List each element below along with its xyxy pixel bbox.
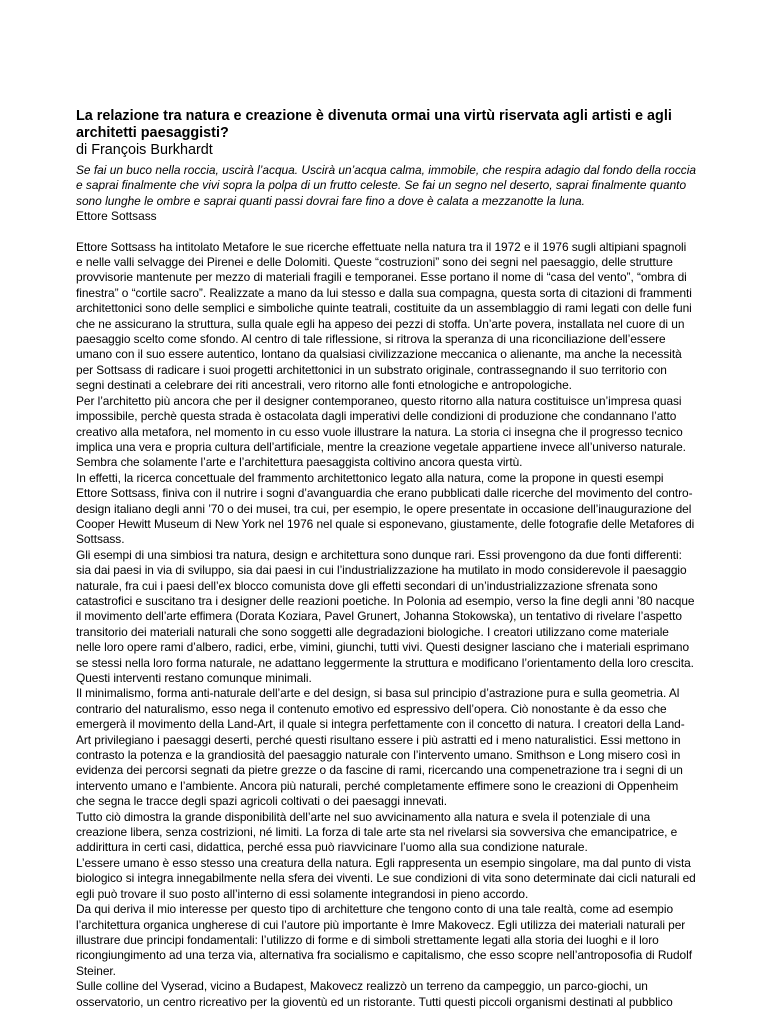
epigraph-quote: Se fai un buco nella roccia, uscirà l’acqua. Uscirà un’acqua calma, immobile, che respira adagio dal fondo della roccia e saprai finalmente che vivi sopra la polpa di un frutto celeste. Se fai un segno nel deserto, saprai finalmente quanto sono lunghe le ombre e saprai quanti passi dovrai fare fino a dove è calata a mezzanotte la luna. xyxy=(76,163,696,208)
paragraph: In effetti, la ricerca concettuale del frammento architettonico legato alla natura, come la propone in questi esempi Ettore Sottsass, finiva con il nutrire i sogni d’avanguardia che erano pubblicati dalle ricerche del movimento del contro-design italiano degli anni ’70 o dei musei, tra cui, per esempio, le opere presentate in occasione dell’inaugurazione del Cooper Hewitt Museum di New York nel 1976 nel quale si esponevano, giustamente, delle fotografie delle Metafores di Sottsass. xyxy=(76,470,695,547)
paragraph: Tutto ciò dimostra la grande disponibilità dell’arte nel suo avvicinamento alla natura e svela il potenziale di una creazione libera, senza costrizioni, né limiti. La forza di tale arte sta nel rivelarsi sia sovversiva che emancipatrice, e addirittura in certi casi, didattica, perché essa può riavvicinare l’uomo alla sua condizione naturale. xyxy=(76,809,678,855)
article-body xyxy=(76,240,696,1010)
article-title: La relazione tra natura e creazione è divenuta ormai una virtù riservata agli artisti e agli architetti paesaggisti? xyxy=(76,108,672,141)
paragraph: L’essere umano è esso stesso una creatura della natura. Egli rappresenta un esempio singolare, ma dal punto di vista biologico si integra innegabilmente nella sfera dei viventi. Le sue condizioni di vita sono determinate dai cicli naturali ed egli può trovare il suo posto all’interno di essi solamente integrandosi in pieno accordo. xyxy=(76,855,696,901)
paragraph: Sulle colline del Vyserad, vicino a Budapest, Makovecz realizzò un terreno da campeggio, un parco-giochi, un osservatorio, un centro ricreativo per la gioventù ed un ristorante. Tutti questi piccoli organismi destinati al pubblico xyxy=(76,979,673,1009)
epigraph-author: Ettore Sottsass xyxy=(76,209,157,224)
article-author: di François Burkhardt xyxy=(76,142,213,158)
paragraph: Il minimalismo, forma anti-naturale dell’arte e del design, si basa sul principio d’astrazione pura e sulla geometria. Al contrario del naturalismo, esso nega il contenuto emotivo ed espressivo dell’opera. Ciò nonostante è da esso che emergerà il movimento della Land-Art, il quale si integra perfettamente con il concetto di natura. I creatori della Land-Art privilegiano i paesaggi deserti, perché questi risultano essere i più astratti ed i meno naturalistici. Essi mettono in contrasto la potenza e la grandiosità del paesaggio naturale con l’intervento umano. Smithson e Long misero così in evidenza dei percorsi segnati da pietre grezze o da fascine di rami, ricercando una compenetrazione tra i segni di un intervento umano e l’ambiente. Ancora più naturali, perché completamente effimere sono le creazioni di Oppenheim che segna le tracce degli spazi agricoli coltivati o dei paesaggi innevati. xyxy=(76,686,685,809)
article xyxy=(76,108,696,1010)
paragraph: Ettore Sottsass ha intitolato Metafore le sue ricerche effettuate nella natura tra il 1972 e il 1976 sugli altipiani spagnoli e nelle valli selvagge dei Pirenei e delle Dolomiti. Queste “costruzioni” sono dei segni nel paesaggio, delle strutture provvisorie mantenute per mezzo di materiali fragili e temporanei. Esse portano il nome di “casa del vento”, “ombra di finestra” o “cortile sacro”. Realizzate a mano da lui stesso e dalla sua compagna, questa sorta di citazioni di frammenti architettonici sono delle semplici e simboliche quinte teatrali, costituite da un assemblaggio di rami legati con delle funi che ne assicurano la struttura, sulla quale egli ha appeso dei pezzi di stoffa. Un’arte povera, installata nel cuore di un paesaggio scelto come sfondo. Al centro di tale riflessione, si ritrova la speranza di una riconciliazione dell’essere umano con il suo essere autentico, lontano da qualsiasi civilizzazione meccanica o alienante, ma anche la necessità per Sottsass di radicare i suoi progetti architettonici in un substrato originale, contrassegnando il suo territorio con segni destinati a celebrare dei riti ancestrali, vero ritorno alle fonti etnologiche e antropologiche. xyxy=(76,239,692,393)
paragraph: Gli esempi di una simbiosi tra natura, design e architettura sono dunque rari. Essi provengono da due fonti differenti: sia dai paesi in via di sviluppo, sia dai paesi in cui l’industrializzazione ha mutilato in modo considerevole il paesaggio naturale, fra cui i paesi dell’ex blocco comunista dove gli effetti secondari di un’industrializzazione sfrenata sono catastrofici e suscitano tra i designer delle reazioni poetiche. In Polonia ad esempio, verso la fine degli anni ’80 nacque il movimento dell’arte effimera (Dorata Koziara, Pavel Grunert, Johanna Stokowska), un tentativo di rivelare l’aspetto transitorio dei materiali naturali che sono soggetti alle degradazioni biologiche. I creatori utilizzano come materiale nelle loro opere rami d’albero, radici, erbe, vimini, giunchi, tutti vivi. Questi designer lasciano che i materiali esprimano se stessi nella loro forma naturale, ne adattano leggermente la struttura e modificano l’orientamento della loro crescita. Questi interventi restano comunque minimali. xyxy=(76,547,695,685)
paragraph: Da qui deriva il mio interesse per questo tipo di architetture che tengono conto di una tale realtà, come ad esempio l’architettura organica ungherese di cui l’autore più importante è Imre Makovecz. Egli utilizza dei materiali naturali per illustrare due principi fondamentali: l’utilizzo di forme e di simboli strettamente legati alla storia dei luoghi e il loro ricongiungimento ad una terza via, alternativa fra socialismo e capitalismo, che esso scopre nell’antroposofia di Rudolf Steiner. xyxy=(76,902,692,978)
paragraph: Per l’architetto più ancora che per il designer contemporaneo, questo ritorno alla natura costituisce un’impresa quasi impossibile, perchè questa strada è ostacolata dagli imperativi delle condizioni di produzione che condannano l’atto creativo alla metafora, nel momento in cu esso vuole illustrare la natura. La storia ci insegna che il progresso tecnico implica una vera e propria cultura dell’artificiale, mentre la creazione vegetale appartiene invece all’universo naturale. Sembra che solamente l’arte e l’architettura paesaggista coltivino ancora questa virtù. xyxy=(76,393,686,470)
